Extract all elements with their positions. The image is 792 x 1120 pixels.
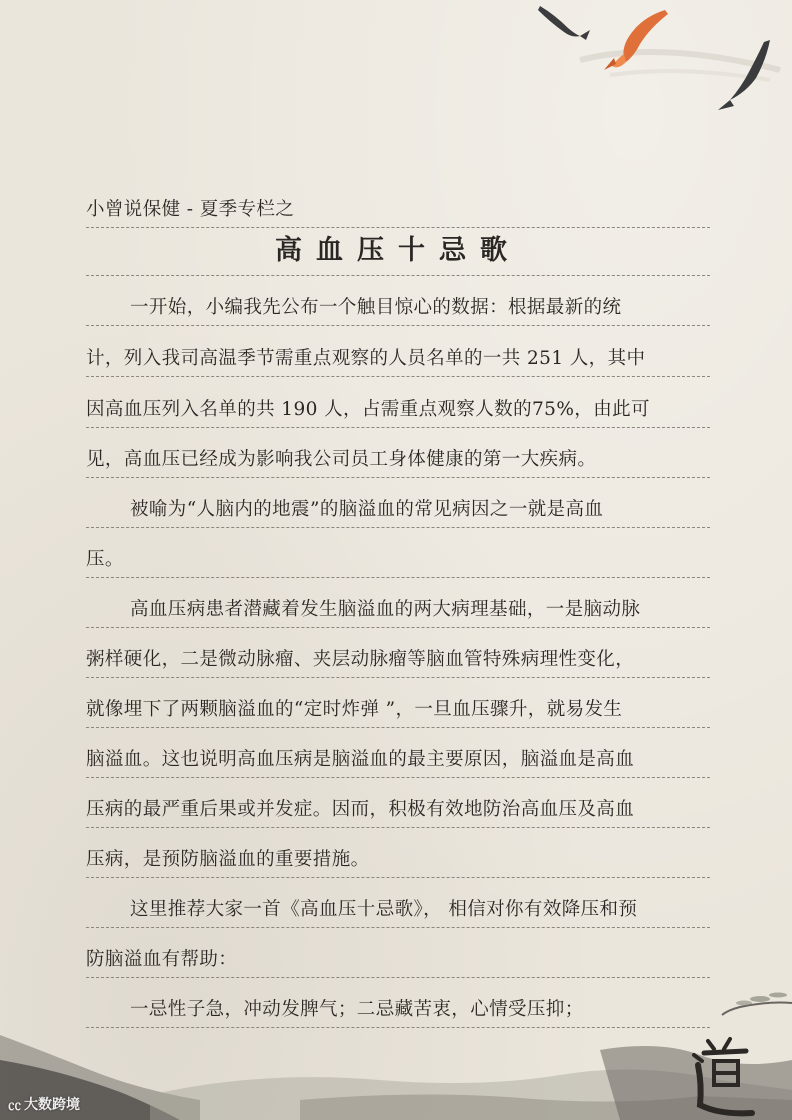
- paragraph-text: 高血压病患者潜藏着发生脑溢血的两大病理基础，一是脑动脉: [130, 599, 641, 620]
- text-line: [86, 286, 710, 326]
- text-line: [86, 938, 710, 978]
- title-line: [86, 236, 710, 276]
- paragraph-text: 被喻为“人脑内的地震”的脑溢血的常见病因之一就是高血: [130, 499, 604, 520]
- watermark: [8, 1093, 80, 1115]
- text-line: [86, 988, 710, 1028]
- text-line: [86, 438, 710, 478]
- watermark-text: 大数跨境: [24, 1097, 81, 1113]
- paragraph-text: 这里推荐大家一首《高血压十忌歌》， 相信对你有效降压和预: [130, 899, 638, 920]
- text-line: [86, 688, 710, 728]
- paragraph-text: 因高血压列入名单的共 190 人，占需重点观察人数的75%，由此可: [86, 399, 650, 420]
- text-line: [86, 788, 710, 828]
- text-line: [86, 388, 710, 428]
- text-line: [86, 488, 710, 528]
- paragraph-text: 脑溢血。这也说明高血压病是脑溢血的最主要原因，脑溢血是高血: [86, 749, 635, 770]
- text-line: [86, 538, 710, 578]
- text-line: [86, 337, 710, 377]
- paragraph-text: 压。: [86, 549, 124, 570]
- text-line: [86, 588, 710, 628]
- text-line: [86, 638, 710, 678]
- text-line: [86, 738, 710, 778]
- paragraph-text: 见，高血压已经成为影响我公司员工身体健康的第一大疾病。: [86, 449, 597, 470]
- calligraphy-icon: [690, 1035, 760, 1120]
- series-line: [86, 188, 710, 228]
- paragraph-text: 一忌性子急，冲动发脾气；二忌藏苦衷，心情受压抑；: [130, 999, 584, 1020]
- series-label: 小曾说保健 - 夏季专栏之: [86, 199, 295, 220]
- paragraph-text: 计，列入我司高温季节需重点观察的人员名单的一共 251 人，其中: [86, 348, 646, 369]
- paragraph-text: 粥样硬化，二是微动脉瘤、夹层动脉瘤等脑血管特殊病理性变化，: [86, 649, 635, 670]
- bigdata-logo-icon: ㏄: [8, 1098, 22, 1114]
- paragraph-text: 就像埋下了两颗脑溢血的“定时炸弹 ”，一旦血压骤升，就易发生: [86, 699, 623, 720]
- text-line: [86, 838, 710, 878]
- article-title: 高血压十忌歌: [275, 235, 521, 266]
- koi-fish-icon: [520, 0, 792, 130]
- paragraph-text: 一开始，小编我先公布一个触目惊心的数据：根据最新的统: [130, 297, 622, 318]
- paragraph-text: 压病的最严重后果或并发症。因而，积极有效地防治高血压及高血: [86, 799, 635, 820]
- paragraph-text: 防脑溢血有帮助：: [86, 949, 238, 970]
- text-line: [86, 888, 710, 928]
- paragraph-text: 压病，是预防脑溢血的重要措施。: [86, 849, 370, 870]
